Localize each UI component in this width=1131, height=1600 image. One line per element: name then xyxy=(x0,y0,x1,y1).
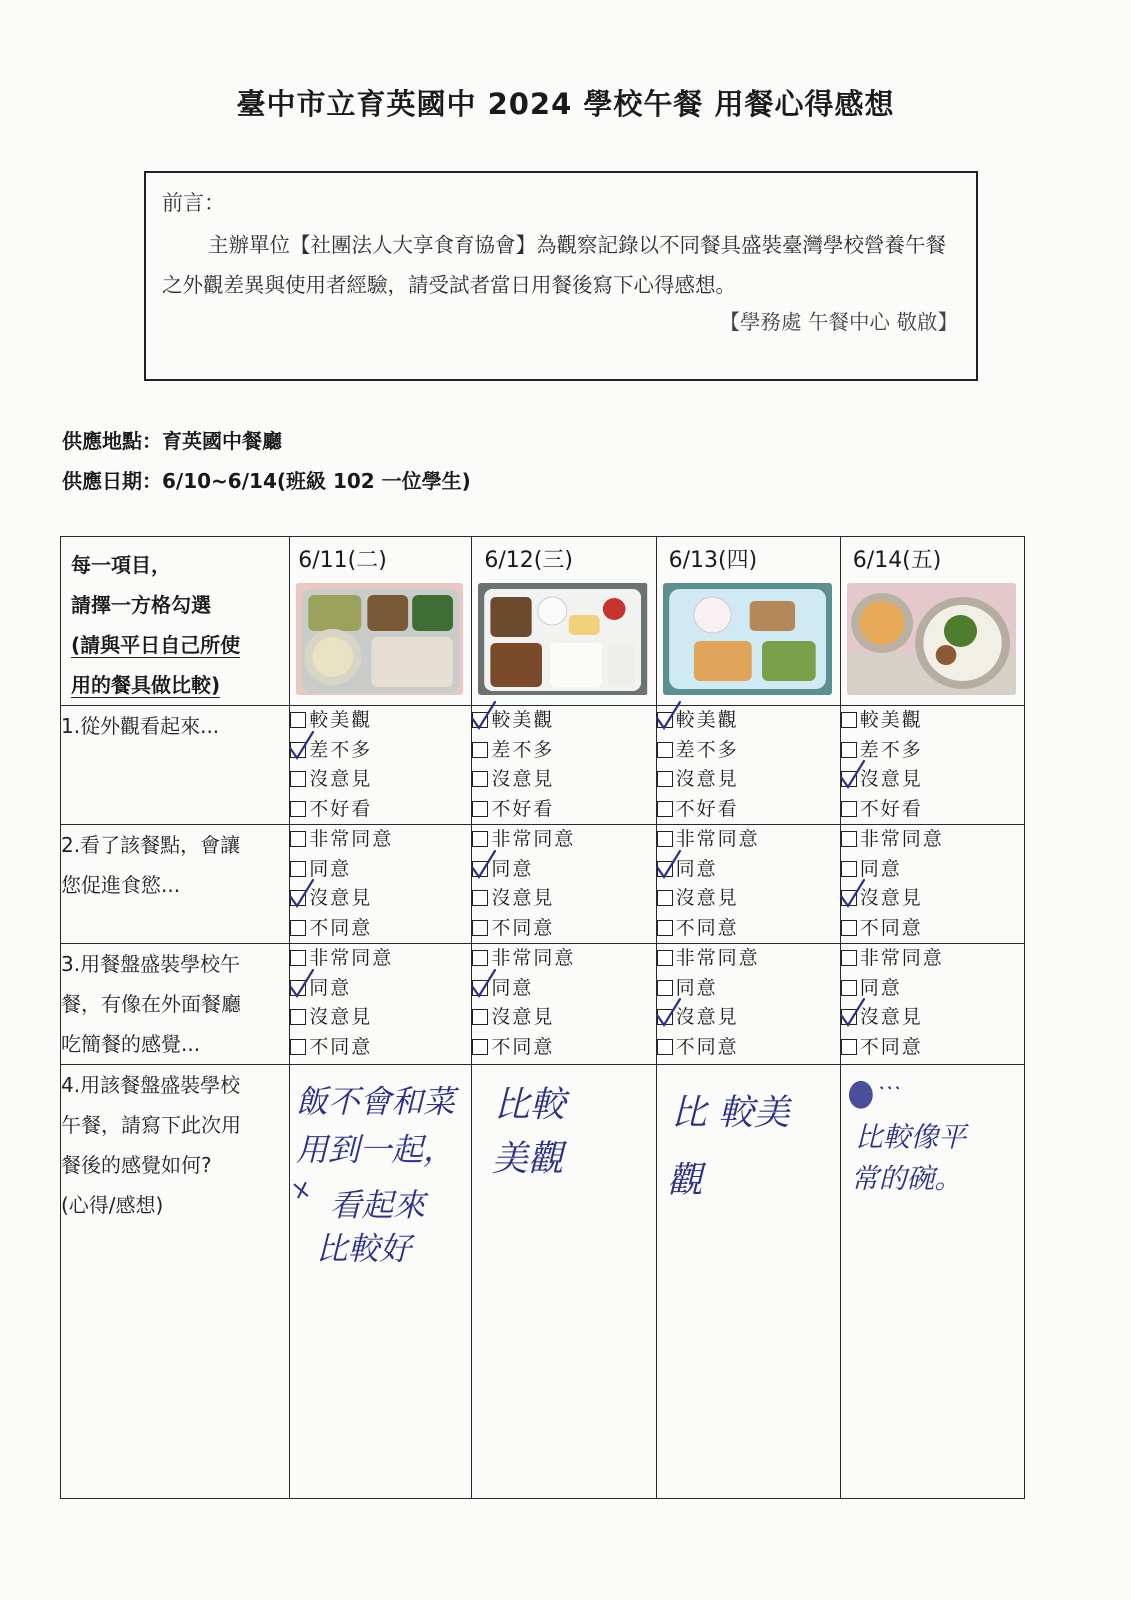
handwriting-line: 比較像平 xyxy=(854,1120,966,1154)
handwriting-line: 比較 xyxy=(494,1084,566,1126)
handwriting-line: 飯不會和菜 xyxy=(296,1084,456,1121)
checkbox-option[interactable] xyxy=(472,1003,655,1033)
checkbox-label: 非常同意 xyxy=(859,828,944,850)
checkbox[interactable] xyxy=(290,831,306,847)
question-line: 2.看了該餐點，會讓 xyxy=(61,833,241,857)
question-line: 4.用該餐盤盛裝學校 xyxy=(61,1073,241,1097)
checkbox-label: 非常同意 xyxy=(675,947,760,969)
checkbox-option[interactable] xyxy=(472,736,655,766)
day-column-0613 xyxy=(656,537,840,706)
checkbox-label: 沒意見 xyxy=(309,1006,373,1028)
checkbox-label: 不同意 xyxy=(675,1035,739,1058)
checkbox-label: 同意 xyxy=(491,857,534,880)
checkbox-option[interactable] xyxy=(841,825,1024,855)
checkbox-label: 差不多 xyxy=(309,738,373,761)
q3-day1-options xyxy=(290,944,472,1065)
checkbox-label: 不同意 xyxy=(491,1035,555,1058)
checkbox-label: 不同意 xyxy=(309,916,373,939)
date-label: 6/13(四) xyxy=(668,548,758,573)
check-mark-icon xyxy=(837,759,867,793)
checkbox-label: 不好看 xyxy=(675,797,739,820)
checkbox-option[interactable] xyxy=(472,1033,655,1063)
checkbox-option[interactable] xyxy=(290,736,471,766)
day-column-0611 xyxy=(290,537,472,706)
checkbox-option[interactable] xyxy=(841,974,1024,1004)
question-row-2 xyxy=(61,825,1025,944)
header-row xyxy=(61,537,1025,706)
checkbox[interactable] xyxy=(472,771,488,787)
check-mark-icon xyxy=(653,849,683,883)
q1-day2-options xyxy=(472,706,656,825)
checkbox-option[interactable] xyxy=(290,914,471,944)
q2-day4-options xyxy=(840,825,1024,944)
checkbox-option[interactable] xyxy=(657,855,840,885)
date-label: 6/11(二) xyxy=(298,548,387,573)
checkbox[interactable] xyxy=(841,831,857,847)
checkbox-label: 非常同意 xyxy=(491,947,576,969)
checkbox-option[interactable] xyxy=(657,795,840,825)
checkbox-label: 沒意見 xyxy=(491,1006,555,1028)
checkbox-label: 不同意 xyxy=(491,916,555,939)
comment-day2 xyxy=(472,1065,656,1499)
checkbox-option[interactable] xyxy=(290,855,471,885)
checkbox-label: 不同意 xyxy=(309,1035,373,1058)
checkbox-option[interactable] xyxy=(841,765,1024,795)
header-line: 用的餐具做比較) xyxy=(71,673,221,697)
checkbox-label: 沒意見 xyxy=(491,768,555,790)
checkbox[interactable] xyxy=(841,1039,857,1055)
scribble-mark xyxy=(294,1182,308,1198)
checkbox-option[interactable] xyxy=(657,1003,840,1033)
checkbox-option[interactable] xyxy=(841,1033,1024,1063)
handwriting-line: 常的碗。 xyxy=(850,1162,962,1196)
preface-label: 前言： xyxy=(162,191,225,215)
checkbox[interactable] xyxy=(290,771,306,787)
checkbox-label: 差不多 xyxy=(859,738,923,761)
checkbox[interactable] xyxy=(290,712,306,728)
preface-signature: 【學務處 午餐中心 敬啟】 xyxy=(719,310,958,334)
checkbox[interactable] xyxy=(657,831,673,847)
checkbox-label: 不好看 xyxy=(859,797,923,820)
checkbox-option[interactable] xyxy=(841,914,1024,944)
question-line: (心得/感想) xyxy=(61,1193,164,1217)
q3-day2-options xyxy=(472,944,656,1065)
checkbox-option[interactable] xyxy=(472,795,655,825)
check-mark-icon xyxy=(468,700,498,734)
checkbox-label: 差不多 xyxy=(675,738,739,761)
day-column-0614 xyxy=(840,537,1024,706)
question-line: 您促進食慾... xyxy=(61,873,181,897)
checkbox-label: 沒意見 xyxy=(309,768,373,790)
checkbox-label: 較美觀 xyxy=(491,709,555,731)
checkbox-label: 不好看 xyxy=(491,797,555,820)
supply-date: 供應日期：6/10~6/14(班級 102 一位學生) xyxy=(62,469,471,493)
checkbox-label: 較美觀 xyxy=(675,709,739,731)
checkbox-option[interactable] xyxy=(472,944,655,974)
checkbox-option[interactable] xyxy=(841,944,1024,974)
checkbox-label: 沒意見 xyxy=(859,887,923,909)
question-row-1 xyxy=(61,706,1025,825)
check-mark-icon xyxy=(286,968,316,1002)
question-line: 午餐，請寫下此次用 xyxy=(61,1113,241,1137)
q3-day4-options xyxy=(840,944,1024,1065)
checkbox-label: 沒意見 xyxy=(859,1006,923,1028)
checkbox-label: 同意 xyxy=(859,857,902,880)
preface-box xyxy=(144,171,978,381)
checkbox[interactable] xyxy=(472,920,488,936)
meal-photo-0612 xyxy=(478,583,647,695)
handwriting-line: 觀 xyxy=(666,1160,703,1202)
checkbox[interactable] xyxy=(657,801,673,817)
checkbox-label: 同意 xyxy=(309,857,352,880)
checkbox-option[interactable] xyxy=(657,736,840,766)
checkbox[interactable] xyxy=(657,890,673,906)
header-line: 每一項目， xyxy=(71,553,171,577)
checkbox-option[interactable] xyxy=(841,795,1024,825)
checkbox-option[interactable] xyxy=(841,884,1024,914)
checkbox-option[interactable] xyxy=(657,765,840,795)
ink-blot xyxy=(849,1081,873,1109)
header-line: 請擇一方格勾選 xyxy=(71,593,211,617)
checkbox-label: 同意 xyxy=(859,976,902,999)
supply-location: 供應地點：育英國中餐廳 xyxy=(62,429,282,453)
comment-day1 xyxy=(290,1065,472,1499)
q2-day1-options xyxy=(290,825,472,944)
scribble-mark xyxy=(881,1087,899,1089)
checkbox-label: 同意 xyxy=(675,976,718,999)
checkbox-option[interactable] xyxy=(290,884,471,914)
checkbox-label: 同意 xyxy=(491,976,534,999)
question-3 xyxy=(61,944,290,1065)
day-column-0612 xyxy=(472,537,656,706)
checkbox-label: 非常同意 xyxy=(309,828,394,850)
q2-day3-options xyxy=(656,825,840,944)
question-2 xyxy=(61,825,290,944)
checkbox[interactable] xyxy=(841,712,857,728)
checkbox-option[interactable] xyxy=(657,825,840,855)
checkbox-label: 不同意 xyxy=(859,1035,923,1058)
question-line: 吃簡餐的感覺... xyxy=(61,1032,201,1056)
checkbox-label: 非常同意 xyxy=(491,828,576,850)
checkbox-option[interactable] xyxy=(472,765,655,795)
question-1 xyxy=(61,706,290,825)
checkbox[interactable] xyxy=(290,920,306,936)
checkbox[interactable] xyxy=(472,1009,488,1025)
date-label: 6/12(三) xyxy=(484,548,573,573)
handwriting-line: 比 較美 xyxy=(670,1092,790,1134)
checkbox[interactable] xyxy=(290,1009,306,1025)
handwriting-line: 看起來 xyxy=(329,1187,426,1224)
checkbox[interactable] xyxy=(841,801,857,817)
checkbox[interactable] xyxy=(472,1039,488,1055)
checkbox[interactable] xyxy=(657,980,673,996)
meal-photo-0611 xyxy=(296,583,463,695)
check-mark-icon xyxy=(286,878,316,912)
checkbox-option[interactable] xyxy=(472,855,655,885)
checkbox[interactable] xyxy=(290,1039,306,1055)
checkbox[interactable] xyxy=(290,950,306,966)
checkbox[interactable] xyxy=(657,771,673,787)
checkbox-option[interactable] xyxy=(290,974,471,1004)
date-label: 6/14(五) xyxy=(852,548,942,573)
checkbox[interactable] xyxy=(841,742,857,758)
checkbox-option[interactable] xyxy=(290,944,471,974)
checkbox-option[interactable] xyxy=(657,944,840,974)
checkbox-label: 沒意見 xyxy=(859,768,923,790)
checkbox[interactable] xyxy=(657,920,673,936)
page-title: 臺中市立育英國中 2024 學校午餐 用餐心得感想 xyxy=(236,87,895,121)
question-line: 3.用餐盤盛裝學校午 xyxy=(61,952,241,976)
checkbox[interactable] xyxy=(472,831,488,847)
question-4 xyxy=(61,1065,290,1499)
checkbox-label: 同意 xyxy=(309,976,352,999)
checkbox[interactable] xyxy=(290,861,306,877)
checkbox-label: 不同意 xyxy=(675,916,739,939)
checkbox[interactable] xyxy=(657,1039,673,1055)
checkbox-option[interactable] xyxy=(841,1003,1024,1033)
checkbox-option[interactable] xyxy=(472,706,655,736)
q2-day2-options xyxy=(472,825,656,944)
checkbox-option[interactable] xyxy=(841,736,1024,766)
checkbox-label: 沒意見 xyxy=(675,887,739,909)
handwriting-line: 用到一起， xyxy=(296,1132,456,1169)
header-instructions xyxy=(61,537,290,706)
checkbox-option[interactable] xyxy=(472,884,655,914)
checkbox-option[interactable] xyxy=(657,706,840,736)
checkbox[interactable] xyxy=(472,742,488,758)
handwriting-line: 比較好 xyxy=(316,1231,412,1268)
checkbox[interactable] xyxy=(472,950,488,966)
check-mark-icon xyxy=(653,700,683,734)
checkbox-option[interactable] xyxy=(841,706,1024,736)
comment-day3 xyxy=(656,1065,840,1499)
check-mark-icon xyxy=(653,997,683,1031)
checkbox-label: 非常同意 xyxy=(859,947,944,969)
checkbox-option[interactable] xyxy=(657,1033,840,1063)
question-row-4 xyxy=(61,1065,1025,1499)
checkbox[interactable] xyxy=(472,801,488,817)
checkbox-label: 同意 xyxy=(675,857,718,880)
check-mark-icon xyxy=(468,849,498,883)
checkbox-option[interactable] xyxy=(290,795,471,825)
question-line: 1.從外觀看起來... xyxy=(61,714,220,738)
comment-day4 xyxy=(840,1065,1024,1499)
checkbox-label: 不同意 xyxy=(859,916,923,939)
checkbox[interactable] xyxy=(657,742,673,758)
checkbox[interactable] xyxy=(841,861,857,877)
q3-day3-options xyxy=(656,944,840,1065)
checkbox-label: 不好看 xyxy=(309,797,373,820)
q1-day1-options xyxy=(290,706,472,825)
question-line: 餐，有像在外面餐廳 xyxy=(61,992,241,1016)
checkbox-label: 較美觀 xyxy=(309,709,373,731)
checkbox-option[interactable] xyxy=(472,914,655,944)
checkbox-label: 較美觀 xyxy=(859,709,923,731)
checkbox[interactable] xyxy=(841,980,857,996)
preface-body: 主辦單位【社團法人大享食育協會】為觀察記錄以不同餐具盛裝臺灣學校營養午餐之外觀差異與使用者經驗，請受試者當日用餐後寫下心得感想。 xyxy=(162,233,946,297)
handwriting-line: 美觀 xyxy=(492,1138,564,1180)
checkbox-option[interactable] xyxy=(657,974,840,1004)
question-line: 餐後的感覺如何? xyxy=(61,1153,212,1177)
check-mark-icon xyxy=(837,997,867,1031)
q1-day4-options xyxy=(840,706,1024,825)
checkbox-option[interactable] xyxy=(290,1003,471,1033)
checkbox[interactable] xyxy=(841,950,857,966)
checkbox-label: 沒意見 xyxy=(675,1006,739,1028)
checkbox-option[interactable] xyxy=(472,825,655,855)
checkbox-label: 非常同意 xyxy=(309,947,394,969)
survey-table xyxy=(60,536,1025,1499)
checkbox-label: 沒意見 xyxy=(491,887,555,909)
header-line: (請與平日自己所使 xyxy=(71,633,241,657)
meal-photo-0613 xyxy=(663,583,832,695)
checkbox-option[interactable] xyxy=(290,765,471,795)
checkbox-option[interactable] xyxy=(290,1033,471,1063)
checkbox-option[interactable] xyxy=(657,884,840,914)
checkbox[interactable] xyxy=(841,920,857,936)
checkbox[interactable] xyxy=(657,950,673,966)
checkbox-label: 沒意見 xyxy=(309,887,373,909)
checkbox-label: 差不多 xyxy=(491,738,555,761)
checkbox-option[interactable] xyxy=(841,855,1024,885)
check-mark-icon xyxy=(837,878,867,912)
checkbox-option[interactable] xyxy=(290,825,471,855)
check-mark-icon xyxy=(286,730,316,764)
q1-day3-options xyxy=(656,706,840,825)
meal-photo-0614 xyxy=(847,583,1016,695)
check-mark-icon xyxy=(468,968,498,1002)
checkbox-option[interactable] xyxy=(290,706,471,736)
checkbox-label: 沒意見 xyxy=(675,768,739,790)
checkbox[interactable] xyxy=(472,890,488,906)
checkbox[interactable] xyxy=(290,801,306,817)
checkbox-label: 非常同意 xyxy=(675,828,760,850)
checkbox-option[interactable] xyxy=(472,974,655,1004)
checkbox-option[interactable] xyxy=(657,914,840,944)
question-row-3 xyxy=(61,944,1025,1065)
